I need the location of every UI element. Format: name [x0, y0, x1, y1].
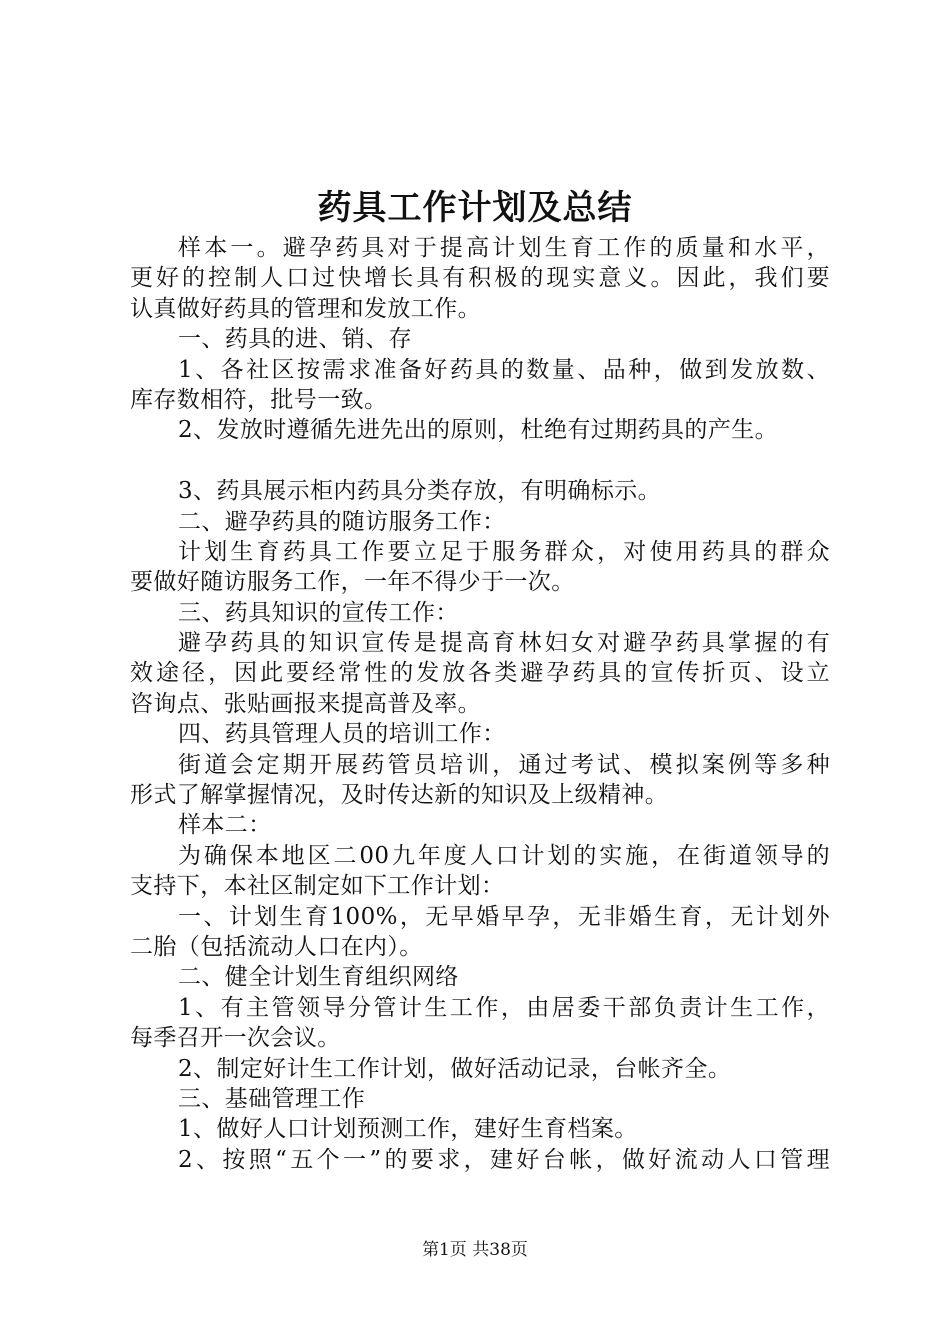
paragraph-line: 认真做好药具的管理和发放工作。	[130, 295, 481, 322]
section-heading: 一、药具的进、销、存	[178, 326, 412, 353]
paragraph-line: 2、制定好计生工作计划，做好活动记录，台帐齐全。	[178, 1055, 732, 1082]
blank-line	[130, 446, 830, 476]
paragraph-line: 二胎（包括流动人口在内）。	[130, 933, 423, 960]
paragraph-line: 样本一。避孕药具对于提高计划生育工作的质量和水平，	[178, 235, 830, 261]
paragraph-line: 支持下，本社区制定如下工作计划：	[130, 873, 505, 900]
paragraph-line: 1、有主管领导分管计生工作，由居委干部负责计生工作，	[178, 994, 830, 1021]
section-heading: 二、避孕药具的随访服务工作：	[178, 508, 506, 535]
paragraph-line: 库存数相符，批号一致。	[130, 386, 388, 413]
paragraph-line: 1、做好人口计划预测工作，建好生育档案。	[178, 1116, 638, 1143]
paragraph-line: 2、发放时遵循先进先出的原则，杜绝有过期药具的产生。	[178, 417, 779, 444]
paragraph-line: 要做好随访服务工作，一年不得少于一次。	[130, 569, 575, 596]
paragraph-line: 每季召开一次会议。	[130, 1025, 341, 1052]
paragraph-line: 3、药具展示柜内药具分类存放，有明确标示。	[178, 478, 662, 505]
paragraph-line: 避孕药具的知识宣传是提高育林妇女对避孕药具掌握的有	[178, 630, 830, 657]
paragraph-line: 形式了解掌握情况，及时传达新的知识及上级精神。	[130, 782, 669, 809]
paragraph-line: 2、按照“五个一”的要求，建好台帐，做好流动人口管理	[178, 1146, 830, 1173]
paragraph-line: 咨询点、张贴画报来提高普及率。	[130, 690, 481, 717]
paragraph-line: 一、计划生育100%，无早婚早孕，无非婚生育，无计划外	[178, 903, 830, 930]
section-heading: 三、基础管理工作	[178, 1085, 366, 1112]
section-heading: 二、健全计划生育组织网络	[178, 964, 459, 991]
paragraph-line: 效途径，因此要经常性的发放各类避孕药具的宣传折页、设立	[130, 660, 830, 687]
document-title: 药具工作计划及总结	[317, 188, 633, 228]
section-heading: 四、药具管理人员的培训工作：	[178, 721, 506, 748]
page-number: 第1页 共38页	[422, 1240, 528, 1260]
section-heading: 样本二：	[178, 812, 272, 839]
paragraph-line: 街道会定期开展药管员培训，通过考试、模拟案例等多种	[178, 751, 830, 778]
document-body	[130, 233, 830, 1175]
paragraph-line: 更好的控制人口过快增长具有积极的现实意义。因此，我们要	[130, 265, 830, 292]
paragraph-line: 为确保本地区二00九年度人口计划的实施，在街道领导的	[178, 842, 830, 869]
section-heading: 三、药具知识的宣传工作：	[178, 599, 459, 626]
paragraph-line: 1、各社区按需求准备好药具的数量、品种，做到发放数、	[178, 356, 830, 383]
paragraph-line: 计划生育药具工作要立足于服务群众，对使用药具的群众	[178, 538, 830, 565]
